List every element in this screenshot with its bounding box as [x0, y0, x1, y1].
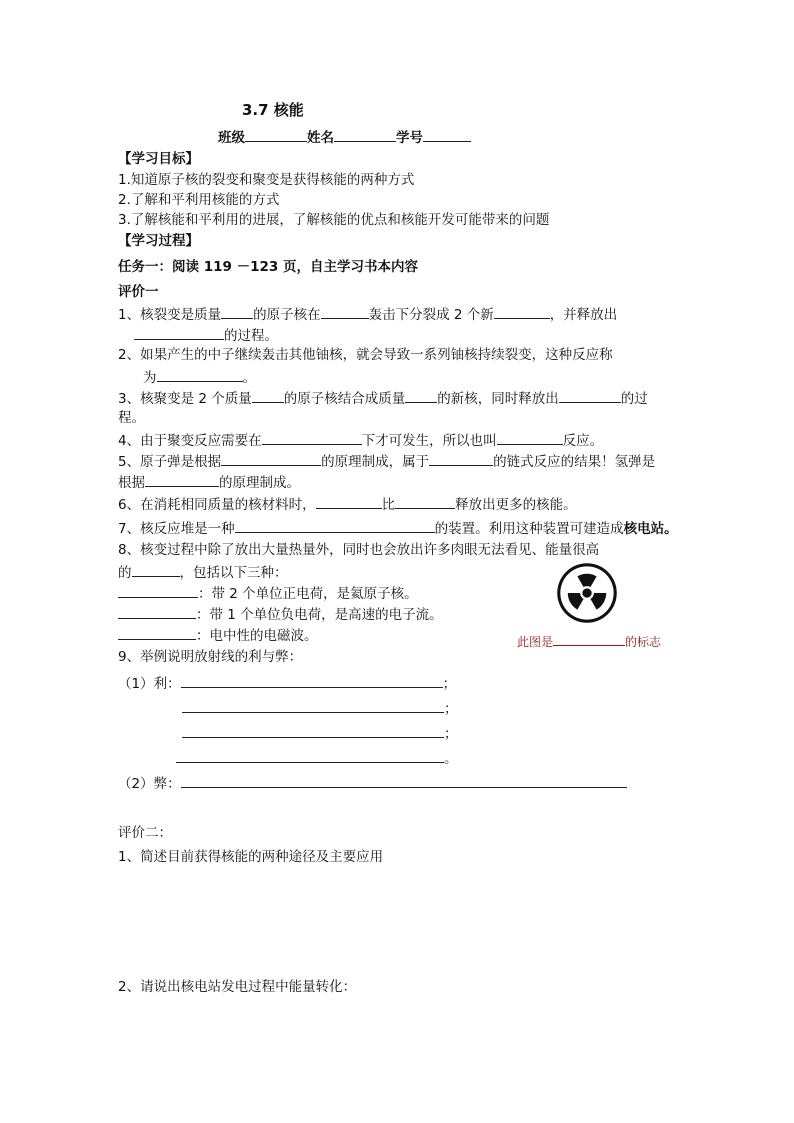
number-blank[interactable] [423, 127, 471, 142]
ray-alpha: ：带 2 个单位正电荷，是氦原子核。 [118, 583, 418, 603]
question-8-cont: 的 ，包括以下三种： [118, 562, 288, 582]
class-label: 班级 [218, 130, 245, 146]
answer-blank[interactable] [559, 388, 621, 403]
radiation-caption: 此图是 的标志 [517, 631, 661, 651]
benefit-line: ； [182, 723, 458, 743]
class-blank[interactable] [245, 127, 307, 142]
drawback-line: （2）弊： [118, 773, 627, 793]
question-8: 8、核变过程中除了放出大量热量外，同时也会放出许多肉眼无法看见、能量很高 [118, 542, 600, 558]
question-5: 5、原子弹是根据 的原理制成，属于 的链式反应的结果！氢弹是 [118, 451, 655, 471]
process-heading: 【学习过程】 [118, 233, 199, 249]
answer-blank[interactable] [262, 430, 362, 445]
answer-blank[interactable] [221, 304, 253, 319]
answer-blank[interactable] [157, 367, 243, 382]
number-label: 学号 [396, 130, 423, 146]
answer-blank[interactable] [134, 325, 224, 340]
answer-line[interactable] [182, 698, 444, 713]
answer-blank[interactable] [497, 430, 563, 445]
question-2-cont: 为 。 [143, 367, 256, 387]
answer-line[interactable] [182, 723, 444, 738]
benefit-line: ； [182, 698, 458, 718]
evaluation-two-heading: 评价二： [118, 825, 172, 841]
answer-blank[interactable] [221, 451, 321, 466]
goal-item: 2.了解和平利用核能的方式 [118, 192, 280, 208]
answer-line[interactable] [181, 773, 627, 788]
answer-blank[interactable] [132, 562, 180, 577]
answer-blank[interactable] [553, 631, 625, 646]
answer-blank[interactable] [145, 472, 219, 487]
eval2-question-2: 2、请说出核电站发电过程中能量转化： [118, 979, 357, 995]
eval2-question-1: 1、简述目前获得核能的两种途径及主要应用 [118, 849, 384, 865]
answer-blank[interactable] [316, 494, 382, 509]
answer-blank[interactable] [235, 518, 435, 533]
question-2: 2、如果产生的中子继续轰击其他铀核，就会导致一系列铀核持续裂变，这种反应称 [118, 347, 613, 363]
question-4: 4、由于聚变反应需要在 下才可发生，所以也叫 反应。 [118, 430, 603, 450]
answer-blank[interactable] [118, 583, 198, 598]
answer-line[interactable] [176, 748, 444, 763]
question-5-cont: 根据 的原理制成。 [118, 472, 300, 492]
ray-gamma: ：电中性的电磁波。 [118, 625, 318, 645]
benefit-line: （1）利： ； [118, 673, 456, 693]
answer-blank[interactable] [405, 388, 437, 403]
goals-heading: 【学习目标】 [118, 151, 199, 167]
question-7: 7、核反应堆是一种 的装置。利用这种装置可建造成核电站。 [118, 518, 678, 538]
answer-blank[interactable] [118, 604, 196, 619]
page-title: 3.7 核能 [242, 101, 304, 119]
evaluation-one-heading: 评价一 [118, 284, 159, 300]
question-3-cont: 程。 [118, 410, 145, 426]
answer-blank[interactable] [395, 494, 455, 509]
goal-item: 1.知道原子核的裂变和聚变是获得核能的两种方式 [118, 172, 415, 188]
ray-beta: ：带 1 个单位负电荷，是高速的电子流。 [118, 604, 443, 624]
benefit-line: 。 [176, 748, 458, 768]
radiation-symbol-icon [556, 562, 618, 624]
nuclear-plant-term: 核电站。 [623, 521, 678, 537]
question-9: 9、举例说明放射线的利与弊： [118, 649, 303, 665]
question-1-cont: 的过程。 [134, 325, 278, 345]
name-label: 姓名 [307, 130, 334, 146]
answer-blank[interactable] [494, 304, 550, 319]
answer-line[interactable] [181, 673, 443, 688]
question-3: 3、核聚变是 2 个质量 的原子核结合成质量 的新核，同时释放出 的过 [118, 388, 648, 408]
goal-item: 3.了解核能和平利用的进展，了解核能的优点和核能开发可能带来的问题 [118, 212, 550, 228]
answer-blank[interactable] [429, 451, 493, 466]
student-info-row [218, 127, 471, 147]
answer-blank[interactable] [252, 388, 284, 403]
answer-blank[interactable] [118, 625, 196, 640]
question-6: 6、在消耗相同质量的核材料时， 比 释放出更多的核能。 [118, 494, 577, 514]
answer-blank[interactable] [321, 304, 369, 319]
name-blank[interactable] [334, 127, 396, 142]
question-1: 1、核裂变是质量 的原子核在 轰击下分裂成 2 个新 ，并释放出 [118, 304, 617, 324]
task-one: 任务一：阅读 119 －123 页，自主学习书本内容 [118, 259, 418, 275]
